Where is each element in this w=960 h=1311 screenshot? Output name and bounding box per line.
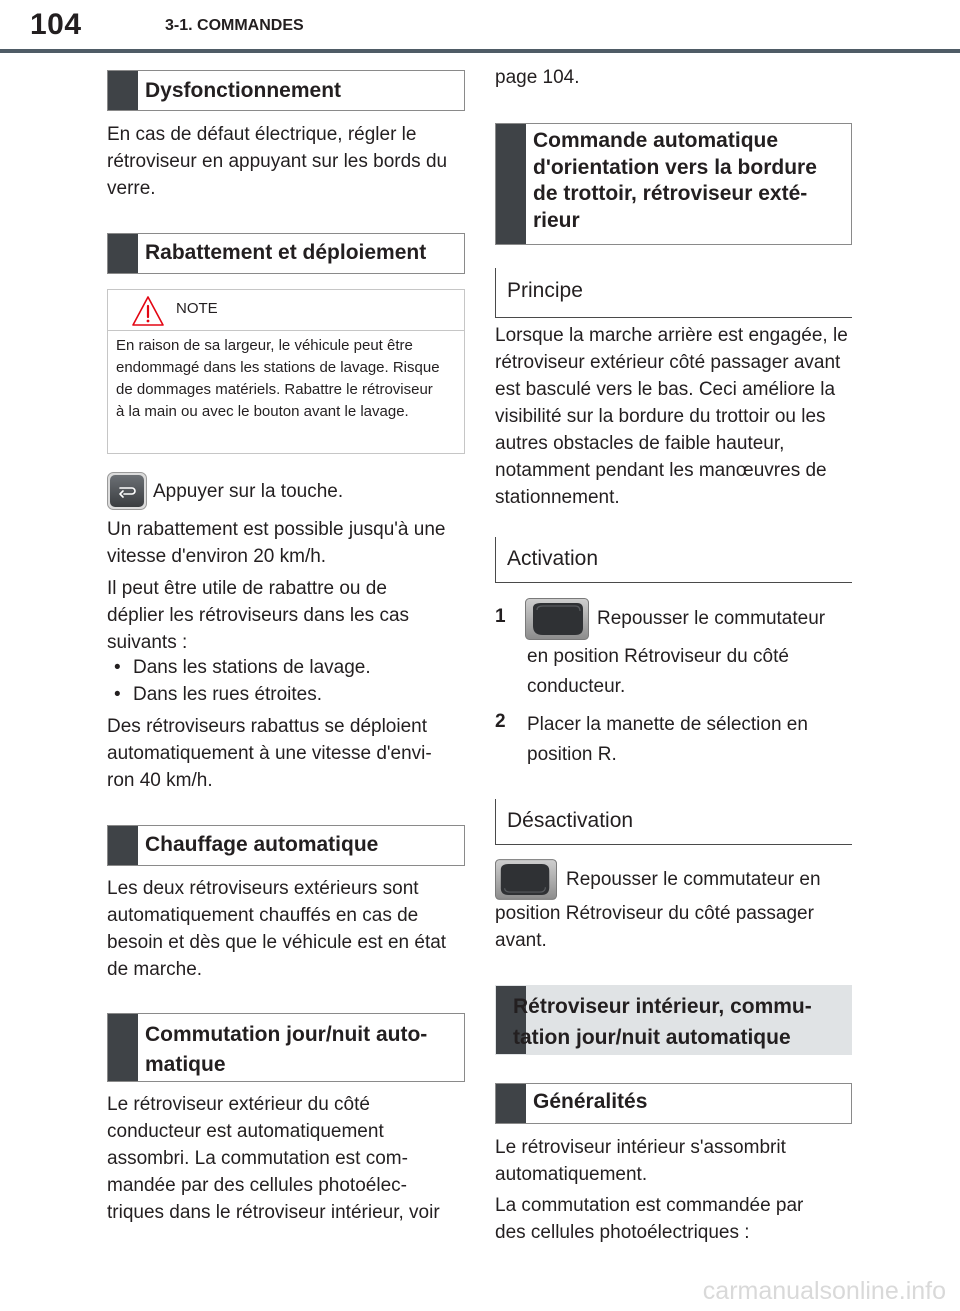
mirror-fold-button-icon <box>107 472 147 510</box>
step-text: Repousser le commutateur <box>597 608 826 629</box>
section-title-interieur <box>513 991 843 1053</box>
title-line: d'orientation vers la bordure <box>533 155 817 179</box>
paragraph: Il peut être utile de rabattre ou de déplier les rétroviseurs dans les cas suivants : <box>107 578 410 653</box>
subsection-activation <box>495 537 852 583</box>
section-title-generalites: Généralités <box>533 1090 648 1113</box>
watermark: carmanualsonline.info <box>702 1277 946 1305</box>
mirror-switch-icon <box>525 598 589 640</box>
title-line: Commutation jour/nuit auto- <box>145 1023 428 1046</box>
section-title: 3-1. COMMANDES <box>165 17 304 34</box>
paragraph: La commutation est commandée par des cellules photoélectriques : <box>495 1195 804 1243</box>
paragraph-continuation: page 104. <box>495 67 580 88</box>
subsection-title-activation: Activation <box>507 547 599 570</box>
section-rabattement <box>107 233 465 274</box>
subsection-principe <box>495 268 852 318</box>
mirror-switch-icon <box>495 859 557 900</box>
paragraph: Les deux rétroviseurs extérieurs sont automatiquement chauffés en cas de besoin et dès que le véhicule est en état de marche. <box>107 878 447 980</box>
subsection-title-desactivation: Désactivation <box>507 809 634 832</box>
title-line: tation jour/nuit automatique <box>513 1026 791 1049</box>
section-chauffage <box>107 825 465 866</box>
title-line: Rétroviseur intérieur, commu- <box>513 995 812 1018</box>
paragraph: Lorsque la marche arrière est engagée, le rétroviseur extérieur côté passager avant est basculé vers le bas. Ceci améliore la visibilité sur la bordure du trottoir ou les autres obstacles de faible hauteur, notamment pendant les manœuvres de stationnement. <box>495 325 848 508</box>
title-line: Commande automatique <box>533 129 779 152</box>
paragraph: avant. <box>495 930 547 951</box>
title-line: rieur <box>533 208 580 232</box>
note-box <box>107 289 465 454</box>
title-line: matique <box>145 1053 226 1076</box>
paragraph: Repousser le commutateur en <box>566 869 821 890</box>
section-bar <box>108 1014 138 1081</box>
section-title-bordure <box>533 128 843 234</box>
section-interieur <box>495 985 852 1055</box>
step-number: 1 <box>495 606 506 627</box>
warning-triangle-icon <box>131 295 165 327</box>
bullet-glyph: • <box>114 684 121 705</box>
subsection-title-principe: Principe <box>507 279 583 302</box>
note-header <box>108 290 464 331</box>
button-caption: Appuyer sur la touche. <box>153 481 344 502</box>
section-dysfonctionnement <box>107 70 465 111</box>
section-title-dysfonctionnement: Dysfonctionnement <box>145 79 342 102</box>
paragraph: Des rétroviseurs rabattus se déploient automatiquement à une vitesse d'envi-ron 40 km/h. <box>107 716 432 791</box>
section-title-rabattement: Rabattement et déploiement <box>145 241 427 264</box>
bullet-text: Dans les stations de lavage. <box>133 657 371 678</box>
bullet-item <box>107 654 457 681</box>
bullet-item <box>107 681 457 708</box>
section-bar <box>496 124 526 244</box>
section-bar <box>108 234 138 273</box>
section-bar <box>108 826 138 865</box>
section-title-commutation <box>145 1020 456 1080</box>
step-text: position R. <box>527 744 617 765</box>
paragraph: Un rabattement est possible jusqu'à une vitesse d'environ 20 km/h. <box>107 519 446 567</box>
header-rule <box>0 49 960 53</box>
note-label: NOTE <box>176 300 218 317</box>
bullet-text: Dans les rues étroites. <box>133 684 323 705</box>
paragraph: En cas de défaut électrique, régler le rétroviseur en appuyant sur les bords du verre. <box>107 124 448 199</box>
step-text: conducteur. <box>527 676 626 697</box>
bullet-glyph: • <box>114 657 121 678</box>
section-title-chauffage: Chauffage automatique <box>145 833 379 856</box>
paragraph: Le rétroviseur extérieur du côté conducteur est automatiquement assombri. La commutation est com-mandée par des cellules photoélec-triques dans le rétroviseur intérieur, voir <box>107 1094 440 1223</box>
section-bar <box>108 71 138 110</box>
step-number: 2 <box>495 711 506 732</box>
title-line: de trottoir, rétroviseur exté- <box>533 182 808 205</box>
section-commutation <box>107 1013 465 1082</box>
note-text: En raison de sa largeur, le véhicule peut être endommagé dans les stations de lavage. Risque de dommages matériels. Rabattre le rétroviseur à la main ou avec le bouton avant le lavage. <box>116 337 440 420</box>
page-number: 104 <box>30 8 82 41</box>
paragraph: position Rétroviseur du côté passager <box>495 903 814 924</box>
subsection-desactivation <box>495 799 852 845</box>
section-bar <box>496 1084 526 1123</box>
step-text: Placer la manette de sélection en <box>527 714 808 735</box>
section-bordure <box>495 123 852 245</box>
paragraph: Le rétroviseur intérieur s'assombrit automatiquement. <box>495 1137 786 1185</box>
step-text: en position Rétroviseur du côté <box>527 646 789 667</box>
section-generalites <box>495 1083 852 1124</box>
